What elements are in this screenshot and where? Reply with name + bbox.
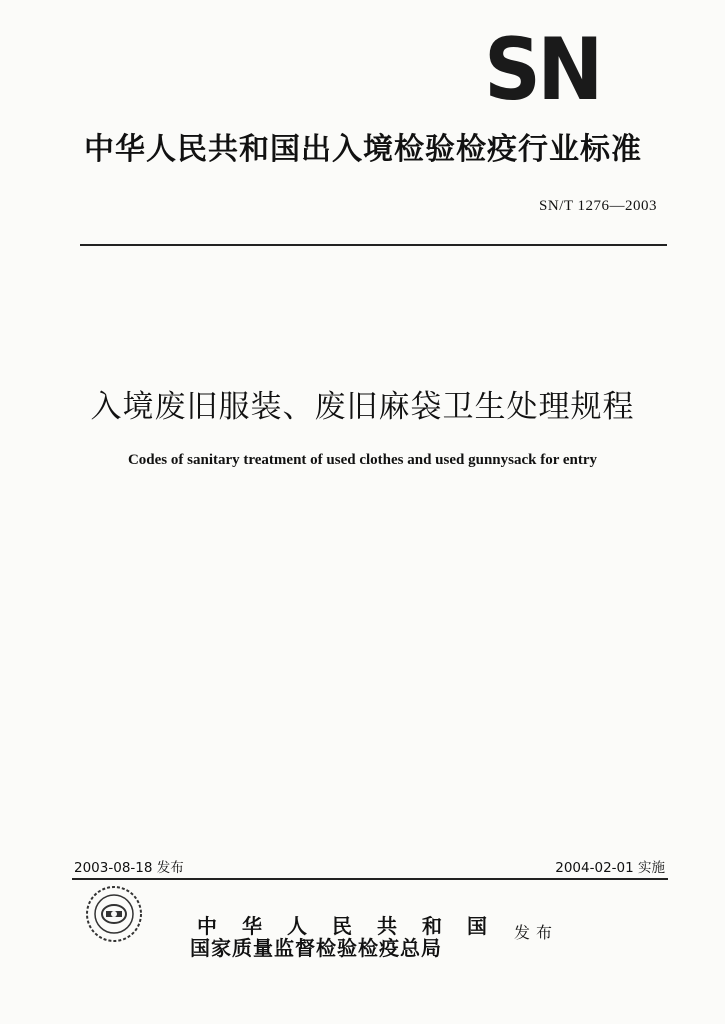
issuer-country: 中华人民共和国 [197,914,512,938]
header-divider [80,244,667,246]
issue-date: 2003-08-18 发布 [74,860,184,876]
footer-divider [72,878,668,880]
publish-label: 发布 [514,923,559,942]
aqsiq-seal-icon [84,884,144,944]
standard-number: SN/T 1276—2003 [539,198,657,214]
organization-title: 中华人民共和国出入境检验检疫行业标准 [84,132,642,167]
chinese-title: 入境废旧服装、废旧麻袋卫生处理规程 [90,389,635,425]
sn-logo: SN [484,20,600,120]
implementation-date: 2004-02-01 实施 [555,860,665,876]
english-title: Codes of sanitary treatment of used clothes and used gunnysack for entry [127,452,598,468]
issuer-agency: 国家质量监督检验检疫总局 [190,936,442,960]
